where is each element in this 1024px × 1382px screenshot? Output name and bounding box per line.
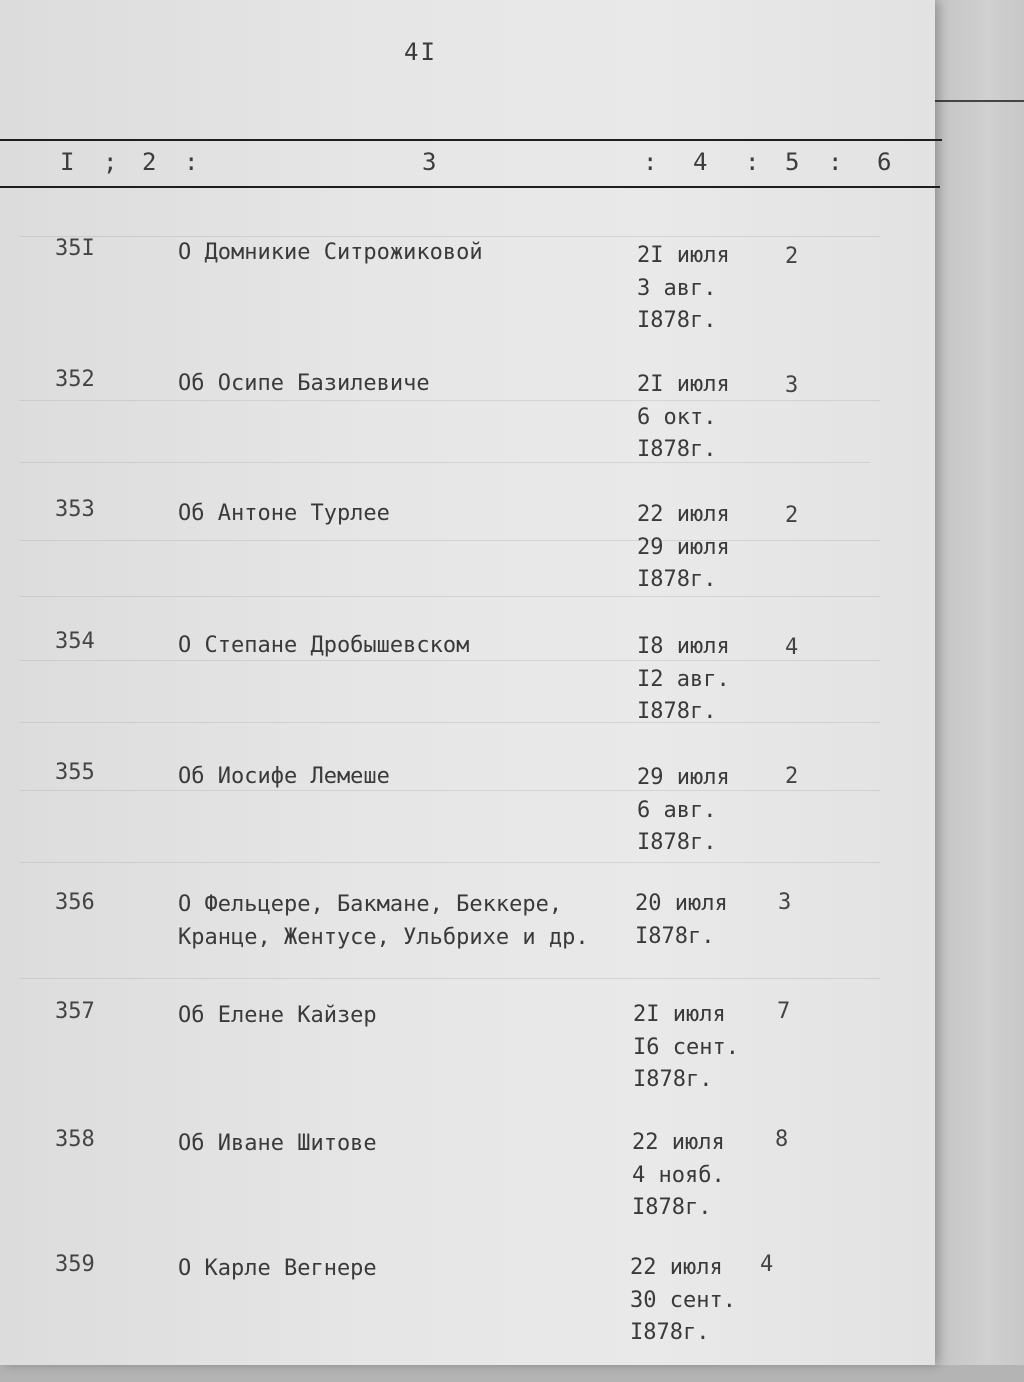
- record-sheet-count: 8: [775, 1127, 789, 1152]
- record-number: 355: [55, 760, 95, 785]
- record-number: 357: [55, 999, 95, 1024]
- record-date-start: 2I июля: [637, 372, 730, 397]
- record-sheet-count: 2: [785, 503, 799, 528]
- record-year: I878г.: [633, 1067, 713, 1092]
- header-separator-3: :: [643, 148, 658, 176]
- record-sheet-count: 2: [785, 764, 799, 789]
- record-date-start: I8 июля: [637, 634, 730, 659]
- record-sheet-count: 2: [785, 244, 799, 269]
- record-title: Об Иосифе Лемеше: [178, 764, 390, 789]
- record-number: 352: [55, 367, 95, 392]
- record-date-start: 29 июля: [637, 765, 730, 790]
- list-item: [0, 497, 935, 627]
- header-col-4: 4: [693, 148, 708, 176]
- record-date-end: 6 окт.: [637, 404, 717, 430]
- record-number: 356: [55, 890, 95, 915]
- record-dates: [637, 369, 730, 467]
- record-sheet-count: 4: [760, 1252, 774, 1277]
- record-number: 353: [55, 497, 95, 522]
- record-number: 359: [55, 1252, 95, 1277]
- record-year: I878г.: [632, 1195, 712, 1220]
- record-date-start: 20 июля: [635, 891, 728, 916]
- list-item: [0, 999, 935, 1129]
- header-col-2: 2: [142, 148, 157, 176]
- record-dates: [637, 762, 730, 860]
- record-sheet-count: 3: [785, 373, 799, 398]
- record-dates: [633, 999, 739, 1097]
- record-title: О Карле Вегнере: [178, 1256, 377, 1281]
- list-item: [0, 1252, 935, 1382]
- record-date-start: 22 июля: [630, 1255, 723, 1280]
- record-dates: [630, 1252, 736, 1350]
- record-dates: [632, 1127, 725, 1225]
- header-col-6: 6: [877, 148, 892, 176]
- record-title: Об Осипе Базилевиче: [178, 371, 430, 396]
- record-sheet-count: 7: [777, 999, 791, 1024]
- record-date-end: 29 июля: [637, 534, 730, 560]
- list-item: [0, 629, 935, 759]
- record-year: I878г.: [637, 308, 717, 333]
- record-sheet-count: 4: [785, 635, 799, 660]
- record-date-end: 6 авг.: [637, 797, 717, 823]
- underlying-page: [935, 0, 1024, 1365]
- record-number: 35I: [55, 236, 95, 261]
- list-item: [0, 1127, 935, 1257]
- record-year: I878г.: [637, 437, 717, 462]
- list-item: [0, 760, 935, 890]
- record-date-end: I6 сент.: [633, 1034, 739, 1060]
- underlying-page-rule: [935, 100, 1024, 102]
- header-separator-5: :: [828, 148, 843, 176]
- record-dates: [637, 240, 730, 338]
- record-sheet-count: 3: [778, 890, 792, 915]
- record-title: Об Антоне Турлее: [178, 501, 390, 526]
- record-number: 354: [55, 629, 95, 654]
- record-dates: [637, 631, 730, 729]
- record-dates: [635, 888, 728, 953]
- record-year: I878г.: [637, 567, 717, 592]
- record-date-start: 22 июля: [632, 1130, 725, 1155]
- record-title: Об Елене Кайзер: [178, 1003, 377, 1028]
- record-date-end: 30 сент.: [630, 1287, 736, 1313]
- record-title: О Фельцере, Бакмане, Беккере, Кранце, Жентусе, Ульбрихе и др.: [178, 892, 589, 950]
- header-col-3: 3: [422, 148, 437, 176]
- record-date-start: 2I июля: [637, 243, 730, 268]
- header-separator-1: ;: [103, 148, 118, 176]
- record-year: I878г.: [637, 830, 717, 855]
- header-col-1: I: [60, 148, 75, 176]
- record-title: Об Иване Шитове: [178, 1131, 377, 1156]
- record-title: О Степане Дробышевском: [178, 633, 470, 658]
- header-separator-2: :: [184, 148, 199, 176]
- list-item: [0, 236, 935, 366]
- record-year: I878г.: [630, 1320, 710, 1345]
- record-title: О Домникие Ситрожиковой: [178, 240, 483, 265]
- header-top-rule: [0, 139, 942, 141]
- record-year: I878г.: [637, 699, 717, 724]
- record-number: 358: [55, 1127, 95, 1152]
- header-bottom-rule: [0, 186, 940, 188]
- record-date-end: 4 нояб.: [632, 1162, 725, 1188]
- page-number: 4I: [404, 38, 437, 66]
- record-date-start: 22 июля: [637, 502, 730, 527]
- header-col-5: 5: [785, 148, 800, 176]
- header-separator-4: :: [745, 148, 760, 176]
- record-date-start: 2I июля: [633, 1002, 726, 1027]
- list-item: [0, 367, 935, 497]
- record-year: I878г.: [635, 923, 715, 949]
- record-date-end: 3 авг.: [637, 275, 717, 301]
- record-date-end: I2 авг.: [637, 666, 730, 692]
- record-dates: [637, 499, 730, 597]
